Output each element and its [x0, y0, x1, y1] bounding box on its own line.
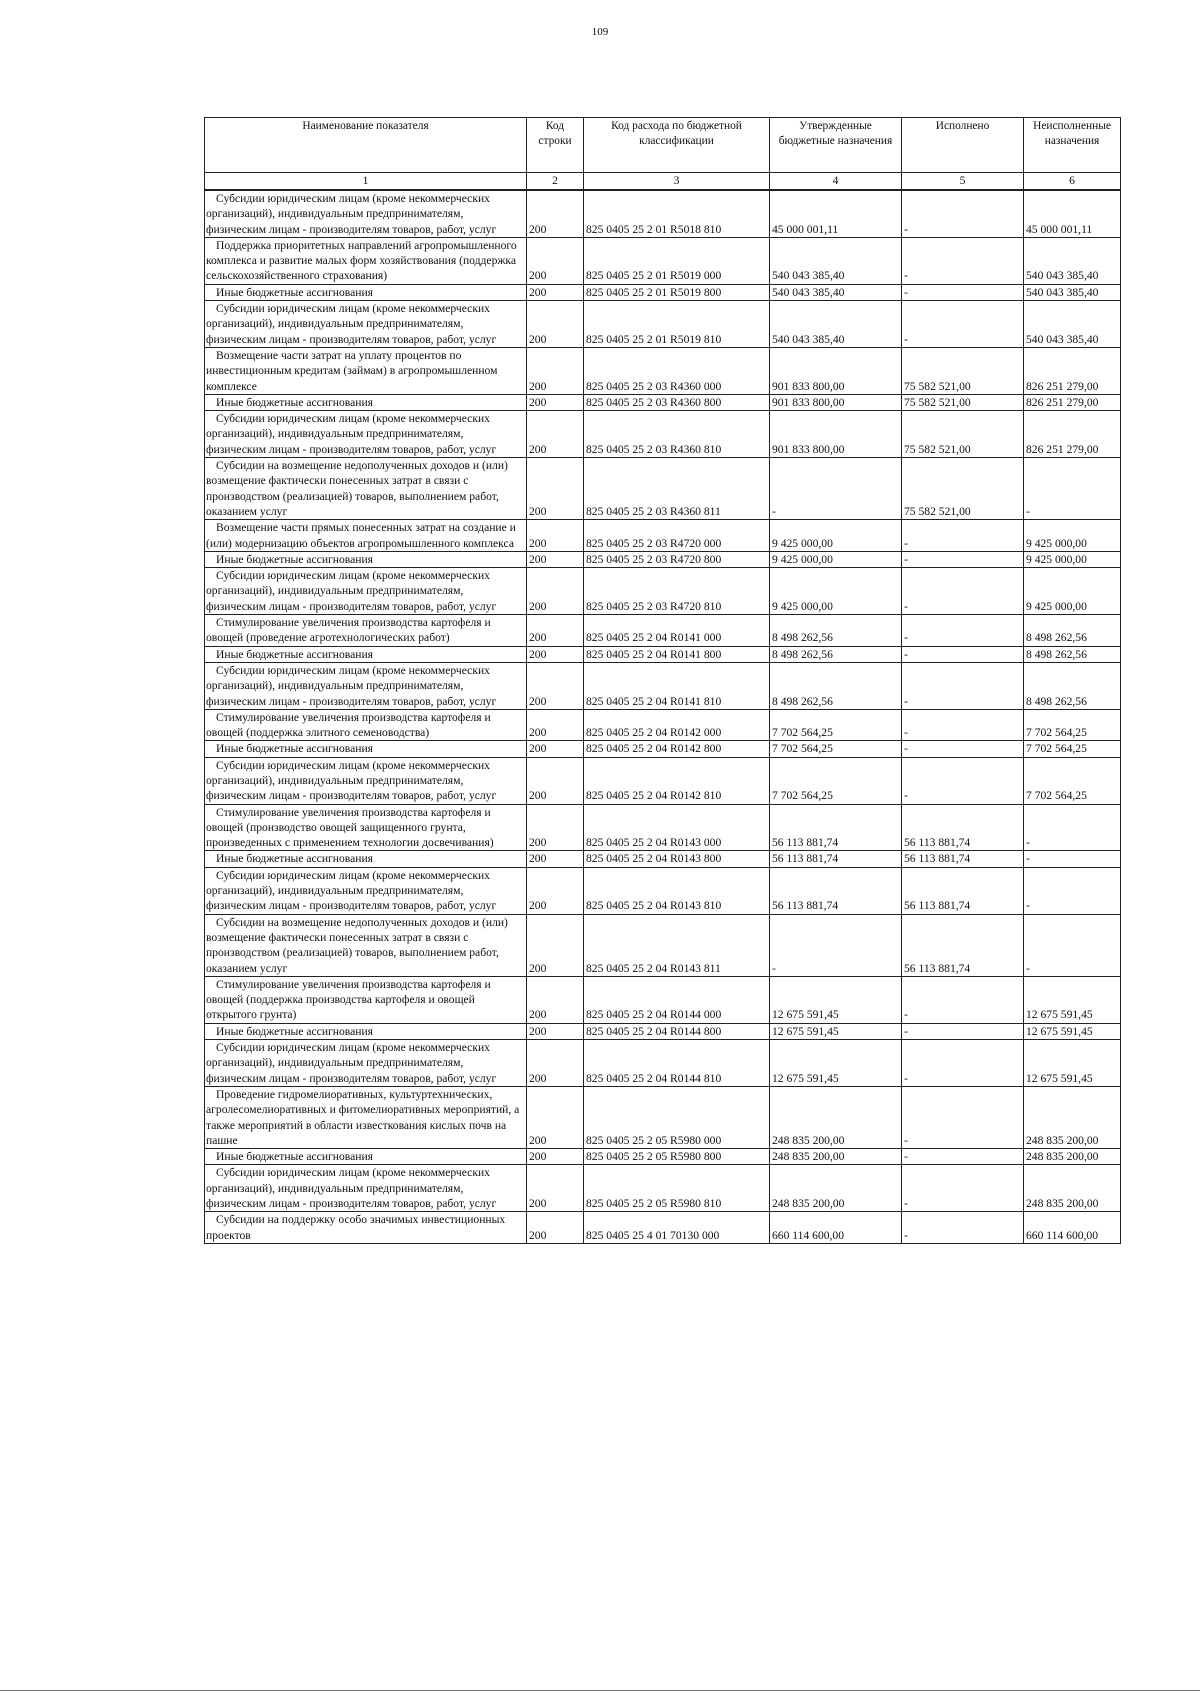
row-expense-code-cell: 825 0405 25 2 05 R5980 800: [584, 1149, 770, 1165]
row-name-cell: Иные бюджетные ассигнования: [205, 394, 527, 410]
row-line-code-cell: 200: [527, 1212, 584, 1244]
row-executed-cell: 56 113 881,74: [902, 804, 1024, 851]
row-approved-cell: 8 498 262,56: [770, 646, 902, 662]
row-approved-cell: 7 702 564,25: [770, 709, 902, 741]
table-body: [205, 190, 1121, 1243]
table-row: [205, 568, 1121, 615]
row-line-code-cell: 200: [527, 1086, 584, 1148]
row-name-cell: Иные бюджетные ассигнования: [205, 646, 527, 662]
table-row: [205, 551, 1121, 567]
row-executed-cell: -: [902, 1040, 1024, 1087]
row-line-code-cell: 200: [527, 347, 584, 394]
row-executed-cell: -: [902, 237, 1024, 284]
row-expense-code-cell: 825 0405 25 2 04 R0142 810: [584, 757, 770, 804]
row-line-code-cell: 200: [527, 1165, 584, 1212]
row-line-code-cell: 200: [527, 237, 584, 284]
row-unexecuted-cell: -: [1024, 867, 1121, 914]
row-approved-cell: 901 833 800,00: [770, 411, 902, 458]
page-number: 109: [591, 26, 609, 38]
row-expense-code-cell: 825 0405 25 2 04 R0141 810: [584, 662, 770, 709]
row-unexecuted-cell: 7 702 564,25: [1024, 709, 1121, 741]
row-line-code-cell: 200: [527, 646, 584, 662]
row-name-cell: Возмещение части затрат на уплату процентов по инвестиционным кредитам (займам) в агропромышленном комплексе: [205, 347, 527, 394]
row-unexecuted-cell: 826 251 279,00: [1024, 411, 1121, 458]
row-approved-cell: 540 043 385,40: [770, 284, 902, 300]
row-unexecuted-cell: 660 114 600,00: [1024, 1212, 1121, 1244]
row-expense-code-cell: 825 0405 25 2 04 R0143 000: [584, 804, 770, 851]
row-approved-cell: 7 702 564,25: [770, 741, 902, 757]
row-approved-cell: 660 114 600,00: [770, 1212, 902, 1244]
row-approved-cell: 45 000 001,11: [770, 190, 902, 237]
row-executed-cell: -: [902, 568, 1024, 615]
table-row: [205, 1040, 1121, 1087]
row-name-cell: Проведение гидромелиоративных, культуртехнических, агролесомелиоративных и фитомелиоративных мероприятий, а также мероприятий в области известкования кислых почв на пашне: [205, 1086, 527, 1148]
row-line-code-cell: 200: [527, 411, 584, 458]
row-approved-cell: 9 425 000,00: [770, 551, 902, 567]
row-approved-cell: 8 498 262,56: [770, 615, 902, 647]
row-name-cell: Иные бюджетные ассигнования: [205, 1023, 527, 1039]
footer-divider: [0, 1690, 1200, 1691]
row-executed-cell: -: [902, 757, 1024, 804]
row-name-cell: Стимулирование увеличения производства картофеля и овощей (поддержка производства картофеля и овощей открытого грунта): [205, 976, 527, 1023]
row-line-code-cell: 200: [527, 568, 584, 615]
row-name-cell: Возмещение части прямых понесенных затрат на создание и (или) модернизацию объектов агропромышленного комплекса: [205, 520, 527, 552]
row-line-code-cell: 200: [527, 301, 584, 348]
table-row: [205, 1149, 1121, 1165]
row-executed-cell: -: [902, 646, 1024, 662]
row-name-cell: Субсидии юридическим лицам (кроме некоммерческих организаций), индивидуальным предпринимателям, физическим лицам - производителям товаров, работ, услуг: [205, 568, 527, 615]
row-line-code-cell: 200: [527, 757, 584, 804]
row-name-cell: Иные бюджетные ассигнования: [205, 551, 527, 567]
row-executed-cell: 75 582 521,00: [902, 394, 1024, 410]
row-expense-code-cell: 825 0405 25 2 03 R4360 000: [584, 347, 770, 394]
row-approved-cell: 9 425 000,00: [770, 520, 902, 552]
row-unexecuted-cell: 12 675 591,45: [1024, 1040, 1121, 1087]
row-expense-code-cell: 825 0405 25 2 01 R5019 810: [584, 301, 770, 348]
row-approved-cell: 8 498 262,56: [770, 662, 902, 709]
row-approved-cell: 56 113 881,74: [770, 867, 902, 914]
row-executed-cell: 56 113 881,74: [902, 914, 1024, 976]
row-expense-code-cell: 825 0405 25 2 04 R0142 000: [584, 709, 770, 741]
row-name-cell: Иные бюджетные ассигнования: [205, 851, 527, 867]
row-expense-code-cell: 825 0405 25 2 04 R0142 800: [584, 741, 770, 757]
row-expense-code-cell: 825 0405 25 2 03 R4360 810: [584, 411, 770, 458]
table-row: [205, 646, 1121, 662]
row-executed-cell: -: [902, 284, 1024, 300]
table-row: [205, 458, 1121, 520]
row-executed-cell: -: [902, 520, 1024, 552]
row-name-cell: Стимулирование увеличения производства картофеля и овощей (проведение агротехнологических работ): [205, 615, 527, 647]
row-line-code-cell: 200: [527, 804, 584, 851]
row-executed-cell: -: [902, 301, 1024, 348]
header-indicator-name: Наименование показателя: [205, 118, 527, 173]
table-row: [205, 851, 1121, 867]
row-expense-code-cell: 825 0405 25 2 04 R0144 800: [584, 1023, 770, 1039]
row-expense-code-cell: 825 0405 25 2 04 R0143 800: [584, 851, 770, 867]
row-unexecuted-cell: 8 498 262,56: [1024, 662, 1121, 709]
header-unexecuted: Неисполненные назначения: [1024, 118, 1121, 173]
row-executed-cell: 56 113 881,74: [902, 867, 1024, 914]
row-approved-cell: 12 675 591,45: [770, 976, 902, 1023]
table-row: [205, 976, 1121, 1023]
column-number: 1: [205, 173, 527, 191]
row-name-cell: Иные бюджетные ассигнования: [205, 284, 527, 300]
row-executed-cell: -: [902, 551, 1024, 567]
table-row: [205, 615, 1121, 647]
row-line-code-cell: 200: [527, 284, 584, 300]
row-name-cell: Стимулирование увеличения производства картофеля и овощей (поддержка элитного семеноводства): [205, 709, 527, 741]
row-name-cell: Субсидии на возмещение недополученных доходов и (или) возмещение фактически понесенных затрат в связи с производством (реализацией) товаров, выполнением работ, оказанием услуг: [205, 914, 527, 976]
table-row: [205, 394, 1121, 410]
row-expense-code-cell: 825 0405 25 2 04 R0143 810: [584, 867, 770, 914]
row-approved-cell: 901 833 800,00: [770, 394, 902, 410]
row-name-cell: Стимулирование увеличения производства картофеля и овощей (производство овощей защищенного грунта, произведенных с применением технологии досвечивания): [205, 804, 527, 851]
row-line-code-cell: 200: [527, 551, 584, 567]
row-name-cell: Субсидии на поддержку особо значимых инвестиционных проектов: [205, 1212, 527, 1244]
row-executed-cell: -: [902, 662, 1024, 709]
row-executed-cell: -: [902, 1165, 1024, 1212]
row-approved-cell: 540 043 385,40: [770, 301, 902, 348]
table-row: [205, 237, 1121, 284]
table-row: [205, 1023, 1121, 1039]
row-expense-code-cell: 825 0405 25 2 01 R5019 000: [584, 237, 770, 284]
row-unexecuted-cell: 826 251 279,00: [1024, 347, 1121, 394]
row-executed-cell: 56 113 881,74: [902, 851, 1024, 867]
row-line-code-cell: 200: [527, 709, 584, 741]
row-unexecuted-cell: 12 675 591,45: [1024, 976, 1121, 1023]
header-expense-code: Код расхода по бюджетной классификации: [584, 118, 770, 173]
row-line-code-cell: 200: [527, 914, 584, 976]
row-executed-cell: -: [902, 741, 1024, 757]
table-header: [205, 118, 1121, 191]
row-name-cell: Поддержка приоритетных направлений агропромышленного комплекса и развитие малых форм хозяйствования (поддержка сельскохозяйственного страхования): [205, 237, 527, 284]
row-name-cell: Субсидии на возмещение недополученных доходов и (или) возмещение фактически понесенных затрат в связи с производством (реализацией) товаров, выполнением работ, оказанием услуг: [205, 458, 527, 520]
row-approved-cell: 901 833 800,00: [770, 347, 902, 394]
row-expense-code-cell: 825 0405 25 2 05 R5980 810: [584, 1165, 770, 1212]
row-line-code-cell: 200: [527, 867, 584, 914]
row-unexecuted-cell: 540 043 385,40: [1024, 237, 1121, 284]
row-executed-cell: -: [902, 1023, 1024, 1039]
row-approved-cell: 56 113 881,74: [770, 851, 902, 867]
row-approved-cell: 248 835 200,00: [770, 1149, 902, 1165]
table-row: [205, 804, 1121, 851]
row-unexecuted-cell: 248 835 200,00: [1024, 1165, 1121, 1212]
row-expense-code-cell: 825 0405 25 2 03 R4360 811: [584, 458, 770, 520]
row-name-cell: Субсидии юридическим лицам (кроме некоммерческих организаций), индивидуальным предпринимателям, физическим лицам - производителям товаров, работ, услуг: [205, 301, 527, 348]
row-unexecuted-cell: 12 675 591,45: [1024, 1023, 1121, 1039]
row-expense-code-cell: 825 0405 25 2 04 R0143 811: [584, 914, 770, 976]
row-expense-code-cell: 825 0405 25 2 01 R5018 810: [584, 190, 770, 237]
row-approved-cell: 248 835 200,00: [770, 1086, 902, 1148]
header-row: [205, 118, 1121, 173]
row-name-cell: Субсидии юридическим лицам (кроме некоммерческих организаций), индивидуальным предпринимателям, физическим лицам - производителям товаров, работ, услуг: [205, 662, 527, 709]
row-executed-cell: -: [902, 615, 1024, 647]
row-name-cell: Субсидии юридическим лицам (кроме некоммерческих организаций), индивидуальным предпринимателям, физическим лицам - производителям товаров, работ, услуг: [205, 867, 527, 914]
table-row: [205, 741, 1121, 757]
header-approved: Утвержденные бюджетные назначения: [770, 118, 902, 173]
column-number: 2: [527, 173, 584, 191]
row-unexecuted-cell: 248 835 200,00: [1024, 1149, 1121, 1165]
table-row: [205, 709, 1121, 741]
row-executed-cell: -: [902, 976, 1024, 1023]
row-expense-code-cell: 825 0405 25 2 04 R0141 000: [584, 615, 770, 647]
row-unexecuted-cell: 45 000 001,11: [1024, 190, 1121, 237]
row-expense-code-cell: 825 0405 25 2 04 R0144 810: [584, 1040, 770, 1087]
table-row: [205, 1165, 1121, 1212]
row-expense-code-cell: 825 0405 25 2 03 R4720 000: [584, 520, 770, 552]
row-approved-cell: 56 113 881,74: [770, 804, 902, 851]
row-name-cell: Иные бюджетные ассигнования: [205, 1149, 527, 1165]
row-line-code-cell: 200: [527, 976, 584, 1023]
row-expense-code-cell: 825 0405 25 2 04 R0144 000: [584, 976, 770, 1023]
row-unexecuted-cell: 7 702 564,25: [1024, 757, 1121, 804]
row-approved-cell: 9 425 000,00: [770, 568, 902, 615]
row-unexecuted-cell: -: [1024, 914, 1121, 976]
column-number: 6: [1024, 173, 1121, 191]
row-unexecuted-cell: 826 251 279,00: [1024, 394, 1121, 410]
row-unexecuted-cell: -: [1024, 851, 1121, 867]
table-row: [205, 662, 1121, 709]
row-unexecuted-cell: 540 043 385,40: [1024, 284, 1121, 300]
row-approved-cell: 12 675 591,45: [770, 1040, 902, 1087]
table-row: [205, 520, 1121, 552]
row-expense-code-cell: 825 0405 25 2 03 R4720 810: [584, 568, 770, 615]
row-line-code-cell: 200: [527, 1040, 584, 1087]
row-approved-cell: 248 835 200,00: [770, 1165, 902, 1212]
table-row: [205, 914, 1121, 976]
row-unexecuted-cell: 9 425 000,00: [1024, 520, 1121, 552]
table-row: [205, 1212, 1121, 1244]
row-unexecuted-cell: 7 702 564,25: [1024, 741, 1121, 757]
table-row: [205, 284, 1121, 300]
row-expense-code-cell: 825 0405 25 2 01 R5019 800: [584, 284, 770, 300]
table-row: [205, 411, 1121, 458]
table-row: [205, 867, 1121, 914]
header-line-code: Код строки: [527, 118, 584, 173]
row-name-cell: Субсидии юридическим лицам (кроме некоммерческих организаций), индивидуальным предпринимателям, физическим лицам - производителям товаров, работ, услуг: [205, 190, 527, 237]
row-executed-cell: -: [902, 1149, 1024, 1165]
row-line-code-cell: 200: [527, 741, 584, 757]
row-executed-cell: -: [902, 190, 1024, 237]
row-unexecuted-cell: -: [1024, 458, 1121, 520]
row-name-cell: Иные бюджетные ассигнования: [205, 741, 527, 757]
row-expense-code-cell: 825 0405 25 4 01 70130 000: [584, 1212, 770, 1244]
row-expense-code-cell: 825 0405 25 2 03 R4360 800: [584, 394, 770, 410]
row-executed-cell: 75 582 521,00: [902, 458, 1024, 520]
table-row: [205, 301, 1121, 348]
table-row: [205, 757, 1121, 804]
column-number: 3: [584, 173, 770, 191]
row-unexecuted-cell: 9 425 000,00: [1024, 568, 1121, 615]
row-line-code-cell: 200: [527, 458, 584, 520]
row-line-code-cell: 200: [527, 851, 584, 867]
row-line-code-cell: 200: [527, 520, 584, 552]
row-executed-cell: -: [902, 1212, 1024, 1244]
row-unexecuted-cell: 8 498 262,56: [1024, 646, 1121, 662]
row-approved-cell: -: [770, 914, 902, 976]
row-name-cell: Субсидии юридическим лицам (кроме некоммерческих организаций), индивидуальным предпринимателям, физическим лицам - производителям товаров, работ, услуг: [205, 757, 527, 804]
row-executed-cell: 75 582 521,00: [902, 347, 1024, 394]
row-unexecuted-cell: 9 425 000,00: [1024, 551, 1121, 567]
row-expense-code-cell: 825 0405 25 2 04 R0141 800: [584, 646, 770, 662]
row-line-code-cell: 200: [527, 394, 584, 410]
row-approved-cell: 12 675 591,45: [770, 1023, 902, 1039]
header-executed: Исполнено: [902, 118, 1024, 173]
column-number-row: [205, 173, 1121, 191]
row-name-cell: Субсидии юридическим лицам (кроме некоммерческих организаций), индивидуальным предпринимателям, физическим лицам - производителям товаров, работ, услуг: [205, 411, 527, 458]
row-name-cell: Субсидии юридическим лицам (кроме некоммерческих организаций), индивидуальным предпринимателям, физическим лицам - производителям товаров, работ, услуг: [205, 1165, 527, 1212]
row-line-code-cell: 200: [527, 1023, 584, 1039]
row-name-cell: Субсидии юридическим лицам (кроме некоммерческих организаций), индивидуальным предпринимателям, физическим лицам - производителям товаров, работ, услуг: [205, 1040, 527, 1087]
row-line-code-cell: 200: [527, 190, 584, 237]
row-line-code-cell: 200: [527, 1149, 584, 1165]
table-row: [205, 347, 1121, 394]
row-executed-cell: -: [902, 1086, 1024, 1148]
row-unexecuted-cell: 248 835 200,00: [1024, 1086, 1121, 1148]
row-executed-cell: 75 582 521,00: [902, 411, 1024, 458]
column-number: 5: [902, 173, 1024, 191]
row-unexecuted-cell: -: [1024, 804, 1121, 851]
column-number: 4: [770, 173, 902, 191]
row-approved-cell: 540 043 385,40: [770, 237, 902, 284]
row-approved-cell: -: [770, 458, 902, 520]
row-expense-code-cell: 825 0405 25 2 05 R5980 000: [584, 1086, 770, 1148]
table-row: [205, 1086, 1121, 1148]
budget-execution-table: [204, 117, 1121, 1244]
row-approved-cell: 7 702 564,25: [770, 757, 902, 804]
row-expense-code-cell: 825 0405 25 2 03 R4720 800: [584, 551, 770, 567]
row-unexecuted-cell: 8 498 262,56: [1024, 615, 1121, 647]
row-executed-cell: -: [902, 709, 1024, 741]
row-line-code-cell: 200: [527, 662, 584, 709]
table-row: [205, 190, 1121, 237]
row-unexecuted-cell: 540 043 385,40: [1024, 301, 1121, 348]
row-line-code-cell: 200: [527, 615, 584, 647]
